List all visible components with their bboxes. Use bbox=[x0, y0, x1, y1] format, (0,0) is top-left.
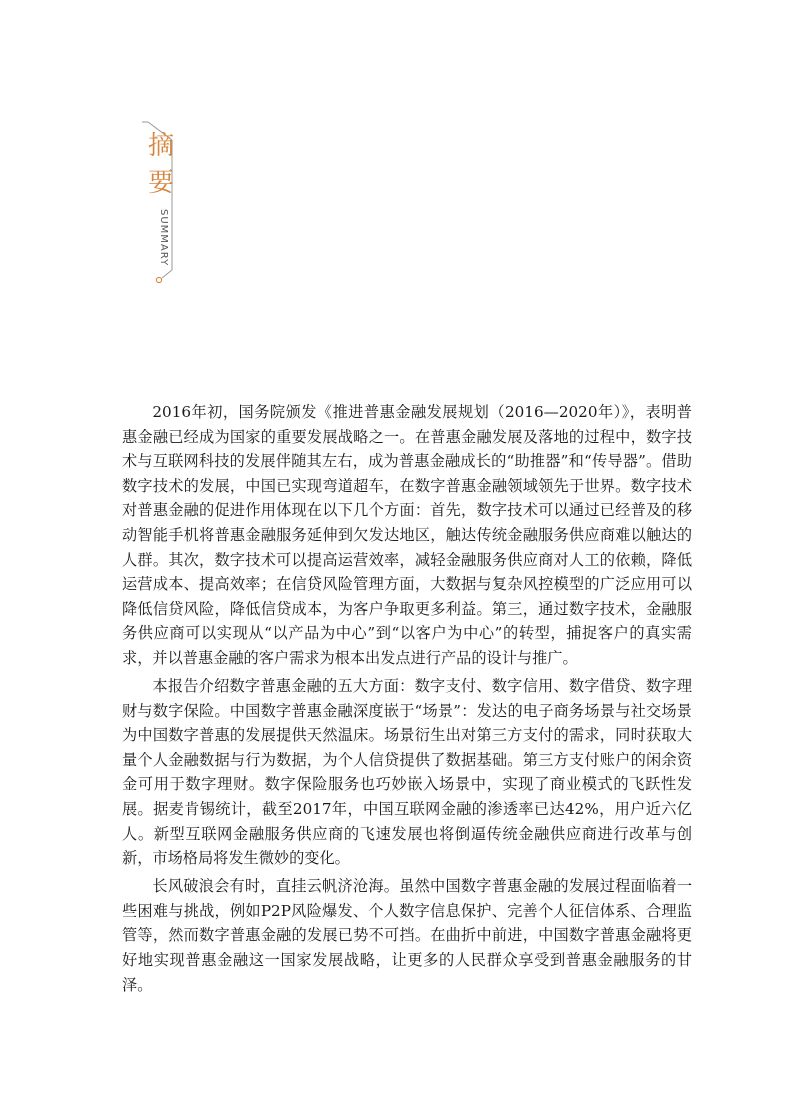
heading-title-char-1: 摘 bbox=[148, 131, 175, 161]
heading-subtitle: SUMMARY bbox=[158, 209, 169, 267]
summary-body bbox=[122, 400, 692, 1001]
paragraph-1: 2016年初，国务院颁发《推进普惠金融发展规划（2016—2020年）》，表明普惠金融已经成为国家的重要发展战略之一。在普惠金融发展及落地的过程中，数字技术与互联网科技的发展伴随其左右，成为普惠金融成长的“助推器”和“传导器”。借助数字技术的发展，中国已实现弯道超车，在数字普惠金融领域领先于世界。数字技术对普惠金融的促进作用体现在以下几个方面：首先，数字技术可以通过已经普及的移动智能手机将普惠金融服务延伸到欠发达地区，触达传统金融服务供应商难以触达的人群。其次，数字技术可以提高运营效率，减轻金融服务供应商对人工的依赖，降低运营成本、提高效率；在信贷风险管理方面，大数据与复杂风控模型的广泛应用可以降低信贷风险，降低信贷成本，为客户争取更多利益。第三，通过数字技术，金融服务供应商可以实现从“以产品为中心”到“以客户为中心”的转型，捕捉客户的真实需求，并以普惠金融的客户需求为根本出发点进行产品的设计与推广。 bbox=[122, 403, 692, 667]
paragraph-2: 本报告介绍数字普惠金融的五大方面：数字支付、数字信用、数字借贷、数字理财与数字保险。中国数字普惠金融深度嵌于“场景”：发达的电子商务场景与社交场景为中国数字普惠的发展提供天然温床。场景衍生出对第三方支付的需求，同时获取大量个人金融数据与行为数据，为个人信贷提供了数据基础。第三方支付账户的闲余资金可用于数字理财。数字保险服务也巧妙嵌入场景中，实现了商业模式的飞跃性发展。据麦肯锡统计，截至2017年，中国互联网金融的渗透率已达42%，用户近六亿人。新型互联网金融服务供应商的飞速发展也将倒逼传统金融供应商进行改革与创新，市场格局将发生微妙的变化。 bbox=[122, 677, 692, 868]
heading-title-char-2: 要 bbox=[148, 168, 175, 198]
paragraph-3: 长风破浪会有时，直挂云帆济沧海。虽然中国数字普惠金融的发展过程面临着一些困难与挑战，例如P2P风险爆发、个人数字信息保护、完善个人征信体系、合理监管等，然而数字普惠金融的发展已势不可挡。在曲折中前进，中国数字普惠金融将更好地实现普惠金融这一国家发展战略，让更多的人民群众享受到普惠金融服务的甘泽。 bbox=[122, 877, 692, 994]
